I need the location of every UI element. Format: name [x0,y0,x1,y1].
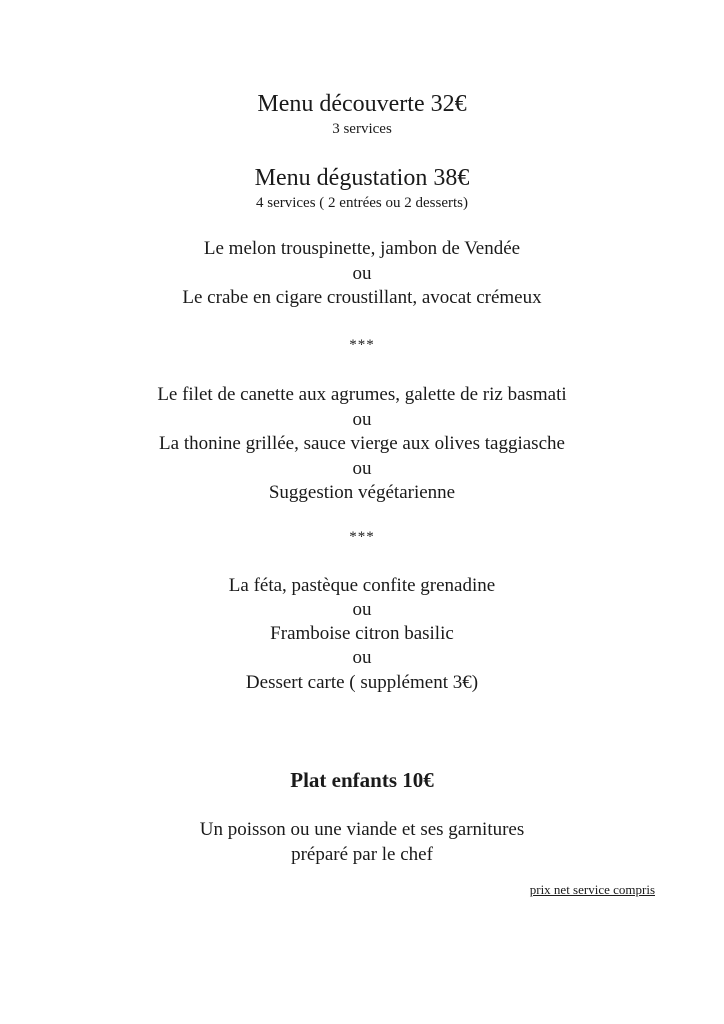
dessert-or-1: ou [352,599,372,620]
price-note: prix net service compris [529,882,655,897]
dessert-item-3: Dessert carte ( supplément 3€) [245,672,479,693]
menu-decouverte-subtitle: 3 services [332,121,392,137]
menu-degustation-title: Menu dégustation 38€ [254,165,470,191]
dessert-item-2: Framboise citron basilic [270,623,454,644]
starter-or: ou [352,263,372,284]
main-or-2: ou [352,458,372,479]
separator-1: *** [349,337,375,353]
kids-menu-line-1: Un poisson ou une viande et ses garnitures [199,819,525,840]
main-item-3: Suggestion végétarienne [268,482,456,503]
separator-2: *** [349,529,375,545]
main-or-1: ou [352,409,372,430]
starter-item-2: Le crabe en cigare croustillant, avocat crémeux [182,287,542,308]
dessert-item-1: La féta, pastèque confite grenadine [228,575,496,596]
kids-menu-title: Plat enfants 10€ [290,768,434,792]
dessert-or-2: ou [352,647,372,668]
menu-degustation-subtitle: 4 services ( 2 entrées ou 2 desserts) [255,195,468,211]
main-item-1: Le filet de canette aux agrumes, galette de riz basmati [157,384,567,405]
starter-item-1: Le melon trouspinette, jambon de Vendée [203,238,521,259]
menu-decouverte-title: Menu découverte 32€ [257,91,467,117]
kids-menu-line-2: préparé par le chef [291,844,433,865]
main-item-2: La thonine grillée, sauce vierge aux olives taggiasche [159,433,565,454]
